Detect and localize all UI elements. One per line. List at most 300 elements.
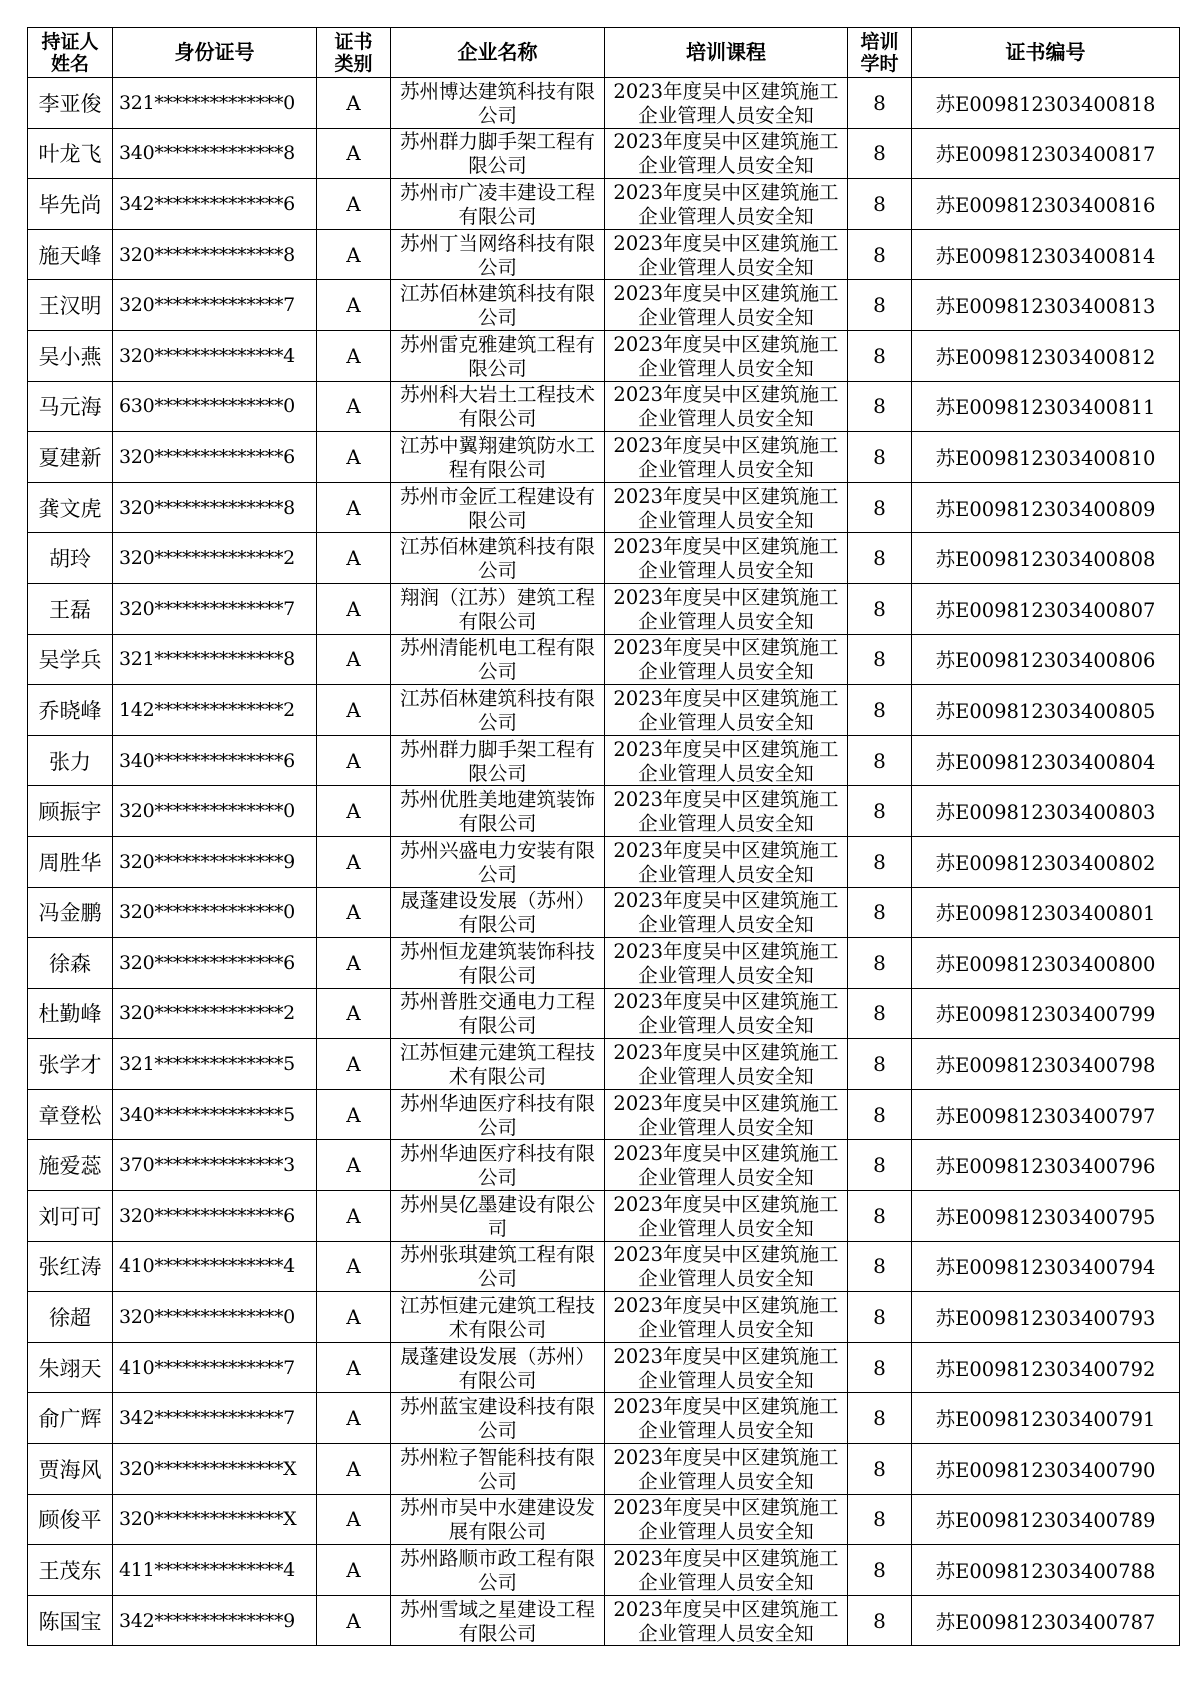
table-row: [28, 988, 1180, 1039]
cert-category-cell: A: [317, 482, 391, 533]
holder-name-cell: 马元海: [28, 381, 113, 432]
table-row: [28, 533, 1180, 584]
holder-name-cell: 俞广辉: [28, 1393, 113, 1444]
course-cell-text: 2023年度吴中区建筑施工企业管理人员安全知: [613, 484, 839, 531]
cert-number-cell: 苏E009812303400812: [912, 330, 1180, 381]
table-row: [28, 1444, 1180, 1495]
id-number-cell: 340**************8: [113, 128, 317, 179]
id-number-cell: 320**************6: [113, 1191, 317, 1242]
cert-number-cell: 苏E009812303400811: [912, 381, 1180, 432]
cert-number-cell: 苏E009812303400818: [912, 78, 1180, 129]
cert-number-cell: 苏E009812303400801: [912, 887, 1180, 938]
course-cell-text: 2023年度吴中区建筑施工企业管理人员安全知: [613, 433, 839, 480]
holder-name-cell: 王磊: [28, 583, 113, 634]
header-holder-name: [28, 28, 113, 78]
company-cell: [391, 280, 605, 331]
cert-number-cell: 苏E009812303400810: [912, 432, 1180, 483]
hours-cell: 8: [848, 330, 912, 381]
cert-category-cell: A: [317, 1342, 391, 1393]
company-cell: [391, 533, 605, 584]
hours-cell: 8: [848, 938, 912, 989]
header-hours-line1: 培训: [860, 30, 899, 53]
id-number-cell: 320**************9: [113, 836, 317, 887]
company-cell: [391, 1039, 605, 1090]
company-cell-text: 苏州群力脚手架工程有限公司: [399, 737, 595, 784]
course-cell-text: 2023年度吴中区建筑施工企业管理人员安全知: [613, 737, 839, 784]
course-cell-text: 2023年度吴中区建筑施工企业管理人员安全知: [613, 1395, 839, 1442]
holder-name-cell: 施爱蕊: [28, 1140, 113, 1191]
course-cell: [605, 1292, 848, 1343]
hours-cell: 8: [848, 685, 912, 736]
cert-category-cell: A: [317, 432, 391, 483]
hours-cell: 8: [848, 1494, 912, 1545]
cert-number-cell: 苏E009812303400792: [912, 1342, 1180, 1393]
table-row: [28, 1089, 1180, 1140]
company-cell-text: 晟蓬建设发展（苏州）有限公司: [399, 1344, 595, 1391]
table-row: [28, 432, 1180, 483]
table-row: [28, 1545, 1180, 1596]
cert-category-cell: A: [317, 1292, 391, 1343]
cert-category-cell: A: [317, 735, 391, 786]
cert-number-cell: 苏E009812303400794: [912, 1241, 1180, 1292]
course-cell-text: 2023年度吴中区建筑施工企业管理人员安全知: [613, 889, 839, 936]
cert-number-cell: 苏E009812303400796: [912, 1140, 1180, 1191]
course-cell: [605, 1444, 848, 1495]
holder-name-cell: 朱翊天: [28, 1342, 113, 1393]
cert-category-cell: A: [317, 330, 391, 381]
header-company: 企业名称: [391, 28, 605, 78]
cert-number-cell: 苏E009812303400788: [912, 1545, 1180, 1596]
course-cell: [605, 938, 848, 989]
company-cell-text: 江苏恒建元建筑工程技术有限公司: [399, 1294, 595, 1341]
id-number-cell: 320**************6: [113, 432, 317, 483]
id-number-cell: 320**************0: [113, 786, 317, 837]
cert-number-cell: 苏E009812303400814: [912, 229, 1180, 280]
course-cell: [605, 1393, 848, 1444]
course-cell-text: 2023年度吴中区建筑施工企业管理人员安全知: [613, 332, 839, 379]
table-row: [28, 685, 1180, 736]
cert-category-cell: A: [317, 583, 391, 634]
cert-number-cell: 苏E009812303400804: [912, 735, 1180, 786]
course-cell-text: 2023年度吴中区建筑施工企业管理人员安全知: [613, 231, 839, 278]
cert-category-cell: A: [317, 988, 391, 1039]
course-cell: [605, 533, 848, 584]
course-cell: [605, 482, 848, 533]
course-cell: [605, 381, 848, 432]
cert-category-cell: A: [317, 280, 391, 331]
company-cell: [391, 229, 605, 280]
course-cell-text: 2023年度吴中区建筑施工企业管理人员安全知: [613, 1445, 839, 1492]
hours-cell: 8: [848, 78, 912, 129]
company-cell: [391, 735, 605, 786]
cert-number-cell: 苏E009812303400790: [912, 1444, 1180, 1495]
holder-name-cell: 龚文虎: [28, 482, 113, 533]
hours-cell: 8: [848, 1342, 912, 1393]
hours-cell: 8: [848, 1393, 912, 1444]
cert-number-cell: 苏E009812303400813: [912, 280, 1180, 331]
certificate-list-sheet: [27, 27, 1180, 1646]
course-cell: [605, 432, 848, 483]
id-number-cell: 320**************X: [113, 1494, 317, 1545]
table-row: [28, 280, 1180, 331]
id-number-cell: 410**************7: [113, 1342, 317, 1393]
table-body: [28, 78, 1180, 1646]
holder-name-cell: 吴小燕: [28, 330, 113, 381]
company-cell: [391, 1545, 605, 1596]
course-cell: [605, 1595, 848, 1646]
hours-cell: 8: [848, 432, 912, 483]
cert-number-cell: 苏E009812303400806: [912, 634, 1180, 685]
course-cell: [605, 1089, 848, 1140]
company-cell-text: 苏州恒龙建筑装饰科技有限公司: [399, 939, 595, 986]
company-cell-text: 苏州华迪医疗科技有限公司: [399, 1142, 595, 1189]
id-number-cell: 320**************0: [113, 1292, 317, 1343]
course-cell-text: 2023年度吴中区建筑施工企业管理人员安全知: [613, 939, 839, 986]
company-cell: [391, 1444, 605, 1495]
cert-category-cell: A: [317, 634, 391, 685]
table-row: [28, 836, 1180, 887]
holder-name-cell: 吴学兵: [28, 634, 113, 685]
id-number-cell: 320**************6: [113, 938, 317, 989]
company-cell: [391, 1494, 605, 1545]
course-cell: [605, 583, 848, 634]
holder-name-cell: 张红涛: [28, 1241, 113, 1292]
course-cell: [605, 836, 848, 887]
company-cell: [391, 78, 605, 129]
course-cell-text: 2023年度吴中区建筑施工企业管理人员安全知: [613, 180, 839, 227]
cert-number-cell: 苏E009812303400805: [912, 685, 1180, 736]
course-cell: [605, 128, 848, 179]
company-cell-text: 江苏佰林建筑科技有限公司: [399, 535, 595, 582]
hours-cell: 8: [848, 836, 912, 887]
holder-name-cell: 顾俊平: [28, 1494, 113, 1545]
header-id-number: 身份证号: [113, 28, 317, 78]
company-cell: [391, 887, 605, 938]
cert-category-cell: A: [317, 1595, 391, 1646]
id-number-cell: 320**************2: [113, 988, 317, 1039]
holder-name-cell: 张学才: [28, 1039, 113, 1090]
company-cell: [391, 836, 605, 887]
company-cell-text: 江苏中翼翔建筑防水工程有限公司: [399, 433, 595, 480]
cert-category-cell: A: [317, 1140, 391, 1191]
table-row: [28, 1292, 1180, 1343]
cert-number-cell: 苏E009812303400789: [912, 1494, 1180, 1545]
id-number-cell: 340**************6: [113, 735, 317, 786]
company-cell-text: 苏州优胜美地建筑装饰有限公司: [399, 788, 595, 835]
table-row: [28, 330, 1180, 381]
table-row: [28, 887, 1180, 938]
table-row: [28, 179, 1180, 230]
table-header: [28, 28, 1180, 78]
company-cell: [391, 330, 605, 381]
hours-cell: 8: [848, 583, 912, 634]
certificate-table: [27, 27, 1180, 1646]
id-number-cell: 321**************5: [113, 1039, 317, 1090]
table-row: [28, 128, 1180, 179]
cert-number-cell: 苏E009812303400800: [912, 938, 1180, 989]
company-cell-text: 翔润（江苏）建筑工程有限公司: [399, 585, 595, 632]
course-cell-text: 2023年度吴中区建筑施工企业管理人员安全知: [613, 1496, 839, 1543]
id-number-cell: 370**************3: [113, 1140, 317, 1191]
company-cell-text: 江苏恒建元建筑工程技术有限公司: [399, 1041, 595, 1088]
course-cell: [605, 1494, 848, 1545]
holder-name-cell: 顾振宇: [28, 786, 113, 837]
company-cell: [391, 685, 605, 736]
course-cell-text: 2023年度吴中区建筑施工企业管理人员安全知: [613, 1597, 839, 1644]
course-cell-text: 2023年度吴中区建筑施工企业管理人员安全知: [613, 636, 839, 683]
holder-name-cell: 王茂东: [28, 1545, 113, 1596]
course-cell-text: 2023年度吴中区建筑施工企业管理人员安全知: [613, 130, 839, 177]
company-cell: [391, 128, 605, 179]
cert-number-cell: 苏E009812303400816: [912, 179, 1180, 230]
table-row: [28, 381, 1180, 432]
cert-number-cell: 苏E009812303400808: [912, 533, 1180, 584]
course-cell-text: 2023年度吴中区建筑施工企业管理人员安全知: [613, 1091, 839, 1138]
hours-cell: 8: [848, 1444, 912, 1495]
id-number-cell: 320**************0: [113, 887, 317, 938]
id-number-cell: 342**************6: [113, 179, 317, 230]
hours-cell: 8: [848, 634, 912, 685]
holder-name-cell: 杜勤峰: [28, 988, 113, 1039]
table-row: [28, 634, 1180, 685]
hours-cell: 8: [848, 1039, 912, 1090]
table-row: [28, 482, 1180, 533]
cert-category-cell: A: [317, 1444, 391, 1495]
company-cell: [391, 1342, 605, 1393]
header-row: [28, 28, 1180, 78]
course-cell-text: 2023年度吴中区建筑施工企业管理人员安全知: [613, 990, 839, 1037]
holder-name-cell: 贾海风: [28, 1444, 113, 1495]
company-cell-text: 苏州市广凌丰建设工程有限公司: [399, 180, 595, 227]
hours-cell: 8: [848, 1292, 912, 1343]
company-cell: [391, 179, 605, 230]
table-row: [28, 1191, 1180, 1242]
company-cell: [391, 381, 605, 432]
cert-category-cell: A: [317, 836, 391, 887]
id-number-cell: 342**************9: [113, 1595, 317, 1646]
course-cell-text: 2023年度吴中区建筑施工企业管理人员安全知: [613, 1142, 839, 1189]
company-cell-text: 苏州昊亿墨建设有限公司: [399, 1192, 595, 1239]
id-number-cell: 142**************2: [113, 685, 317, 736]
id-number-cell: 320**************4: [113, 330, 317, 381]
company-cell-text: 苏州市吴中水建建设发展有限公司: [399, 1496, 595, 1543]
holder-name-cell: 徐森: [28, 938, 113, 989]
course-cell: [605, 1241, 848, 1292]
header-hours: [848, 28, 912, 78]
course-cell: [605, 634, 848, 685]
id-number-cell: 411**************4: [113, 1545, 317, 1596]
table-row: [28, 938, 1180, 989]
company-cell: [391, 1393, 605, 1444]
company-cell-text: 苏州科大岩土工程技术有限公司: [399, 383, 595, 430]
company-cell: [391, 1089, 605, 1140]
cert-number-cell: 苏E009812303400798: [912, 1039, 1180, 1090]
cert-number-cell: 苏E009812303400802: [912, 836, 1180, 887]
cert-number-cell: 苏E009812303400803: [912, 786, 1180, 837]
company-cell-text: 苏州路顺市政工程有限公司: [399, 1547, 595, 1594]
cert-category-cell: A: [317, 1494, 391, 1545]
holder-name-cell: 冯金鹏: [28, 887, 113, 938]
id-number-cell: 320**************7: [113, 583, 317, 634]
header-cert-cat-line1: 证书: [334, 30, 373, 53]
cert-number-cell: 苏E009812303400787: [912, 1595, 1180, 1646]
id-number-cell: 340**************5: [113, 1089, 317, 1140]
cert-number-cell: 苏E009812303400793: [912, 1292, 1180, 1343]
company-cell: [391, 786, 605, 837]
course-cell-text: 2023年度吴中区建筑施工企业管理人员安全知: [613, 1344, 839, 1391]
course-cell: [605, 78, 848, 129]
course-cell-text: 2023年度吴中区建筑施工企业管理人员安全知: [613, 585, 839, 632]
hours-cell: 8: [848, 128, 912, 179]
holder-name-cell: 胡玲: [28, 533, 113, 584]
holder-name-cell: 叶龙飞: [28, 128, 113, 179]
course-cell: [605, 229, 848, 280]
cert-category-cell: A: [317, 938, 391, 989]
table-row: [28, 786, 1180, 837]
table-row: [28, 78, 1180, 129]
company-cell-text: 苏州张琪建筑工程有限公司: [399, 1243, 595, 1290]
company-cell-text: 苏州雷克雅建筑工程有限公司: [399, 332, 595, 379]
cert-category-cell: A: [317, 78, 391, 129]
cert-category-cell: A: [317, 179, 391, 230]
course-cell: [605, 179, 848, 230]
hours-cell: 8: [848, 179, 912, 230]
header-cert-cat-line2: 类别: [334, 52, 373, 75]
holder-name-cell: 李亚俊: [28, 78, 113, 129]
hours-cell: 8: [848, 533, 912, 584]
cert-category-cell: A: [317, 685, 391, 736]
company-cell: [391, 1140, 605, 1191]
id-number-cell: 320**************8: [113, 229, 317, 280]
company-cell: [391, 988, 605, 1039]
company-cell-text: 苏州群力脚手架工程有限公司: [399, 130, 595, 177]
company-cell-text: 苏州清能机电工程有限公司: [399, 636, 595, 683]
id-number-cell: 410**************4: [113, 1241, 317, 1292]
company-cell: [391, 1292, 605, 1343]
cert-number-cell: 苏E009812303400799: [912, 988, 1180, 1039]
course-cell-text: 2023年度吴中区建筑施工企业管理人员安全知: [613, 535, 839, 582]
cert-number-cell: 苏E009812303400791: [912, 1393, 1180, 1444]
course-cell: [605, 685, 848, 736]
course-cell: [605, 330, 848, 381]
hours-cell: 8: [848, 1140, 912, 1191]
header-cert-category: [317, 28, 391, 78]
company-cell: [391, 1191, 605, 1242]
company-cell-text: 苏州粒子智能科技有限公司: [399, 1445, 595, 1492]
table-row: [28, 1241, 1180, 1292]
course-cell: [605, 786, 848, 837]
cert-category-cell: A: [317, 1039, 391, 1090]
company-cell-text: 江苏佰林建筑科技有限公司: [399, 686, 595, 733]
course-cell-text: 2023年度吴中区建筑施工企业管理人员安全知: [613, 1243, 839, 1290]
hours-cell: 8: [848, 1089, 912, 1140]
id-number-cell: 320**************8: [113, 482, 317, 533]
table-row: [28, 1039, 1180, 1090]
cert-category-cell: A: [317, 1191, 391, 1242]
cert-number-cell: 苏E009812303400795: [912, 1191, 1180, 1242]
id-number-cell: 320**************X: [113, 1444, 317, 1495]
course-cell: [605, 735, 848, 786]
course-cell-text: 2023年度吴中区建筑施工企业管理人员安全知: [613, 1294, 839, 1341]
hours-cell: 8: [848, 887, 912, 938]
header-hours-line2: 学时: [860, 52, 899, 75]
hours-cell: 8: [848, 381, 912, 432]
header-course: 培训课程: [605, 28, 848, 78]
course-cell-text: 2023年度吴中区建筑施工企业管理人员安全知: [613, 838, 839, 885]
holder-name-cell: 刘可可: [28, 1191, 113, 1242]
course-cell: [605, 280, 848, 331]
holder-name-cell: 章登松: [28, 1089, 113, 1140]
course-cell-text: 2023年度吴中区建筑施工企业管理人员安全知: [613, 1192, 839, 1239]
holder-name-cell: 夏建新: [28, 432, 113, 483]
holder-name-cell: 陈国宝: [28, 1595, 113, 1646]
cert-category-cell: A: [317, 1545, 391, 1596]
company-cell-text: 苏州雪域之星建设工程有限公司: [399, 1597, 595, 1644]
company-cell: [391, 938, 605, 989]
company-cell-text: 苏州普胜交通电力工程有限公司: [399, 990, 595, 1037]
company-cell-text: 苏州丁当网络科技有限公司: [399, 231, 595, 278]
id-number-cell: 321**************8: [113, 634, 317, 685]
holder-name-cell: 乔晓峰: [28, 685, 113, 736]
holder-name-cell: 徐超: [28, 1292, 113, 1343]
table-row: [28, 1140, 1180, 1191]
course-cell-text: 2023年度吴中区建筑施工企业管理人员安全知: [613, 1547, 839, 1594]
cert-category-cell: A: [317, 1089, 391, 1140]
company-cell-text: 江苏佰林建筑科技有限公司: [399, 282, 595, 329]
course-cell: [605, 1039, 848, 1090]
header-holder-line1: 持证人: [41, 30, 99, 53]
holder-name-cell: 王汉明: [28, 280, 113, 331]
company-cell-text: 苏州市金匠工程建设有限公司: [399, 484, 595, 531]
cert-category-cell: A: [317, 1241, 391, 1292]
hours-cell: 8: [848, 1545, 912, 1596]
company-cell: [391, 432, 605, 483]
table-row: [28, 1494, 1180, 1545]
course-cell-text: 2023年度吴中区建筑施工企业管理人员安全知: [613, 79, 839, 126]
company-cell-text: 晟蓬建设发展（苏州）有限公司: [399, 889, 595, 936]
cert-number-cell: 苏E009812303400809: [912, 482, 1180, 533]
course-cell-text: 2023年度吴中区建筑施工企业管理人员安全知: [613, 1041, 839, 1088]
id-number-cell: 321**************0: [113, 78, 317, 129]
hours-cell: 8: [848, 280, 912, 331]
cert-category-cell: A: [317, 887, 391, 938]
company-cell: [391, 583, 605, 634]
cert-category-cell: A: [317, 128, 391, 179]
cert-category-cell: A: [317, 381, 391, 432]
table-row: [28, 1342, 1180, 1393]
id-number-cell: 630**************0: [113, 381, 317, 432]
table-row: [28, 229, 1180, 280]
holder-name-cell: 毕先尚: [28, 179, 113, 230]
table-row: [28, 735, 1180, 786]
cert-number-cell: 苏E009812303400817: [912, 128, 1180, 179]
hours-cell: 8: [848, 786, 912, 837]
course-cell: [605, 1342, 848, 1393]
course-cell: [605, 887, 848, 938]
hours-cell: 8: [848, 735, 912, 786]
hours-cell: 8: [848, 1595, 912, 1646]
company-cell: [391, 1595, 605, 1646]
cert-category-cell: A: [317, 533, 391, 584]
cert-number-cell: 苏E009812303400807: [912, 583, 1180, 634]
company-cell-text: 苏州华迪医疗科技有限公司: [399, 1091, 595, 1138]
company-cell-text: 苏州兴盛电力安装有限公司: [399, 838, 595, 885]
cert-category-cell: A: [317, 229, 391, 280]
table-row: [28, 583, 1180, 634]
company-cell: [391, 634, 605, 685]
cert-category-cell: A: [317, 786, 391, 837]
id-number-cell: 342**************7: [113, 1393, 317, 1444]
